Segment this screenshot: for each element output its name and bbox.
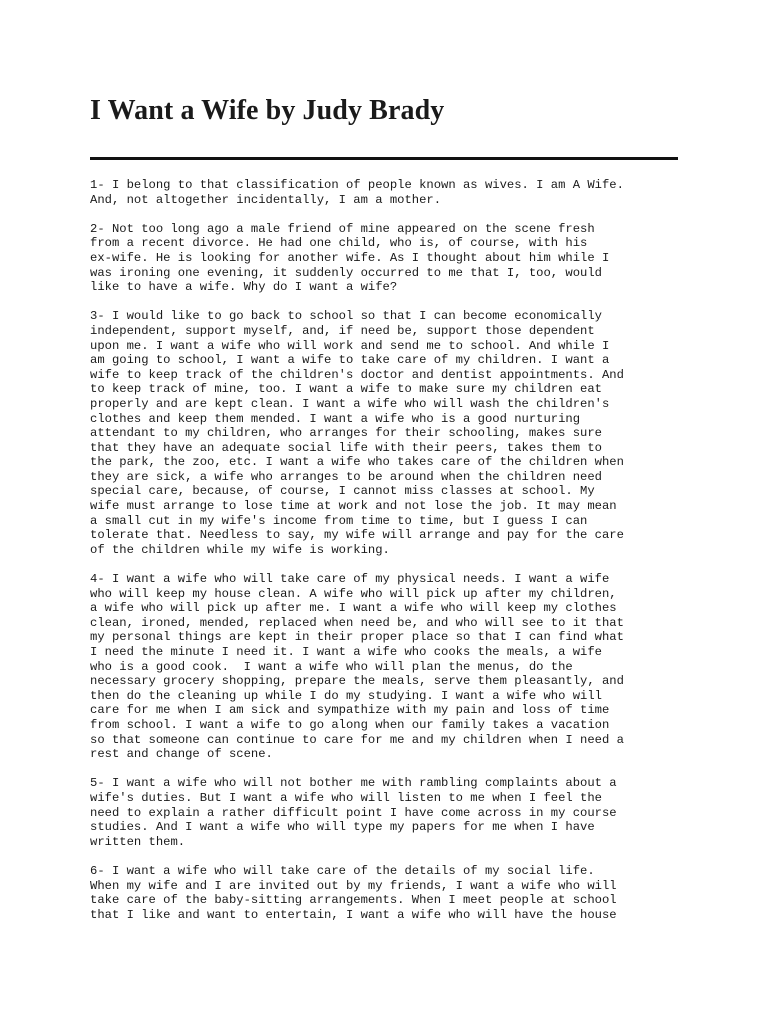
paragraph-2: 2- Not too long ago a male friend of mine appeared on the scene fresh from a recent divorce. He had one child, who is, of course, with his ex-wife. He is looking for another wife. As I thought about him while I was ironing one evening, it suddenly occurred to me that I, too, would like to have a wife. Why do I want a wife? — [90, 221, 610, 295]
paragraph-1: 1- I belong to that classification of people known as wives. I am A Wife. And, not altogether incidentally, I am a mother. — [90, 178, 624, 207]
paragraph-3: 3- I would like to go back to school so that I can become economically independent, support myself, and, if need be, support those dependent upon me. I want a wife who will work and send me to school. And while I am going to school, I want a wife to take care of my children. I want a wife to keep track of the children's doctor and dentist appointments. And to keep track of mine, too. I want a wife to make sure my children eat properly and are kept clean. I want a wife who will wash the children's clothes and keep them mended. I want a wife who is a good nurturing attendant to my children, who arranges for their schooling, makes sure that they have an adequate social life with their peers, takes them to the park, the zoo, etc. I want a wife who takes care of the children when they are sick, a wife who arranges to be around when the children need special care, because, of course, I cannot miss classes at school. My wife must arrange to lose time at work and not lose the job. It may mean a small cut in my wife's income from time to time, but I guess I can tolerate that. Needless to say, my wife will arrange and pay for the care of the children while my wife is working. — [90, 309, 624, 557]
paragraph-6: 6- I want a wife who will take care of the details of my social life. When my wife and I are invited out by my friends, I want a wife who will take care of the baby-sitting arrangements. When I meet people at school that I like and want to entertain, I want a wife who will have the house — [90, 863, 617, 922]
title-divider — [90, 157, 678, 160]
paragraph-5: 5- I want a wife who will not bother me with rambling complaints about a wife's duties. But I want a wife who will listen to me when I feel the need to explain a rather difficult point I have come across in my course studies. And I want a wife who will type my papers for me when I have written them. — [90, 776, 617, 849]
paragraph-4: 4- I want a wife who will take care of my physical needs. I want a wife who will keep my house clean. A wife who will pick up after my children, a wife who will pick up after me. I want a wife who will keep my clothes clean, ironed, mended, replaced when need be, and who will see to it that my personal things are kept in their proper place so that I can find what I need the minute I need it. I want a wife who cooks the meals, a wife who is a good cook. I want a wife who will plan the menus, do the necessary grocery shopping, prepare the meals, serve them pleasantly, and then do the cleaning up while I do my studying. I want a wife who will care for me when I am sick and sympathize with my pain and loss of time from school. I want a wife to go along when our family takes a vacation so that someone can continue to care for me and my children when I need a rest and change of scene. — [90, 572, 624, 762]
page-title: I Want a Wife by Judy Brady — [90, 95, 445, 126]
document-body — [90, 178, 690, 937]
